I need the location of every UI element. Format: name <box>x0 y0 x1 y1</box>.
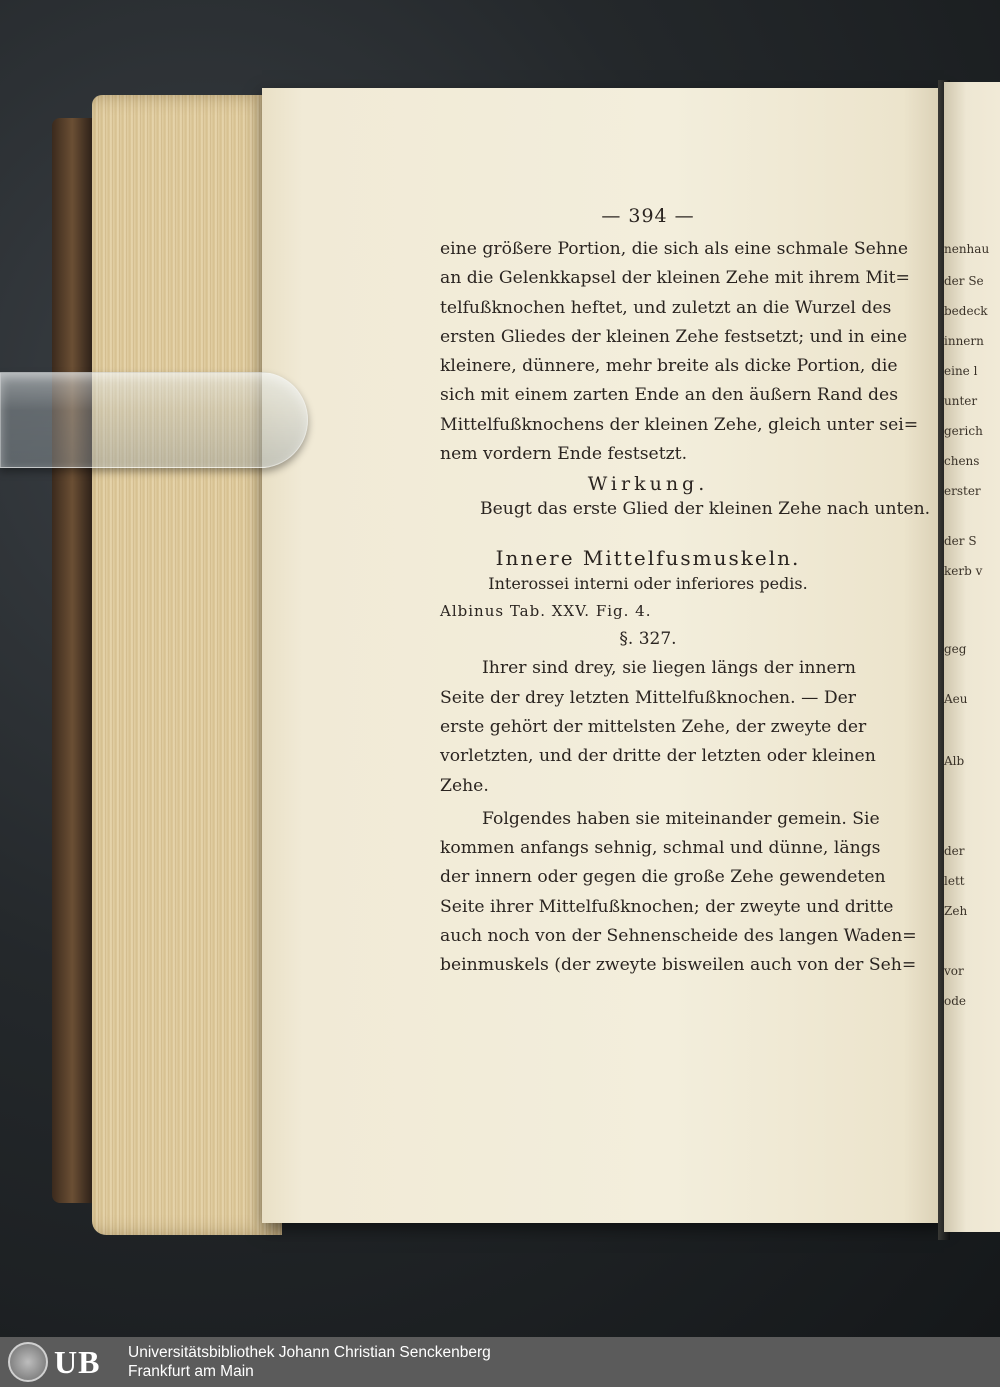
fragment-line: innern <box>944 334 984 348</box>
text-line: Folgendes haben sie miteinander gemein. Sie <box>482 808 880 829</box>
fragment-line: geg <box>944 642 967 656</box>
text-line: auch noch von der Sehnenscheide des langen Waden= <box>440 926 917 947</box>
footer-text <box>128 1343 491 1381</box>
footer-bar <box>0 1337 1000 1387</box>
facing-page-fragment <box>944 82 1000 1232</box>
fragment-line: bedeck <box>944 304 988 318</box>
wirkung-heading: Wirkung. <box>587 473 709 496</box>
text-line: vorletzten, und der dritte der letzten oder kleinen <box>440 746 876 767</box>
reference-citation: Albinus Tab. XXV. Fig. 4. <box>440 602 652 621</box>
fragment-line: lett <box>944 874 965 888</box>
fragment-line: unter <box>944 394 978 408</box>
library-logo <box>8 1341 120 1383</box>
footer-line-1: Universitätsbibliothek Johann Christian Senckenberg <box>128 1344 491 1361</box>
text-line: nem vordern Ende festsetzt. <box>440 444 688 465</box>
fragment-line: chens <box>944 454 980 468</box>
page-text-block <box>440 205 931 981</box>
text-line: Seite ihrer Mittelfußknochen; der zweyte und dritte <box>440 896 894 917</box>
text-line: kommen anfangs sehnig, schmal und dünne, längs <box>440 838 881 859</box>
section-heading: Innere Mittelfusmuskeln. <box>495 546 801 571</box>
fragment-line: gerich <box>944 424 983 438</box>
section-number: §. 327. <box>619 629 677 650</box>
text-line: der innern oder gegen die große Zehe gewendeten <box>440 867 886 888</box>
paragraph-common <box>440 805 917 981</box>
fragment-line: der S <box>944 534 977 548</box>
fragment-line: Aeu <box>944 692 968 706</box>
fragment-line: nenhau <box>944 242 990 256</box>
paragraph-portion <box>440 235 919 469</box>
text-line: Mittelfußknochens der kleinen Zehe, gleich unter sei= <box>440 414 919 435</box>
glass-page-weight <box>0 372 308 468</box>
text-line: beinmuskels (der zweyte bisweilen auch von der Seh= <box>440 955 917 976</box>
wirkung-text: Beugt das erste Glied der kleinen Zehe nach unten. <box>480 499 931 520</box>
page-stack <box>92 95 282 1235</box>
paragraph-count <box>440 654 876 800</box>
fragment-line: kerb v <box>944 564 983 578</box>
fragment-line: Alb <box>944 754 965 768</box>
logo-text: UB <box>54 1343 101 1380</box>
fragment-line: der Se <box>944 274 984 288</box>
text-line: sich mit einem zarten Ende an den äußern Rand des <box>440 385 899 406</box>
fragment-line: erster <box>944 484 981 498</box>
text-line: ersten Gliedes der kleinen Zehe festsetzt; und in eine <box>440 326 908 347</box>
fragment-line: ode <box>944 994 967 1008</box>
latin-name: Interossei interni oder inferiores pedis. <box>488 574 808 594</box>
text-line: Ihrer sind drey, sie liegen längs der innern <box>482 658 856 679</box>
text-line: erste gehört der mittelsten Zehe, der zweyte der <box>440 716 867 737</box>
text-line: kleinere, dünnere, mehr breite als dicke Portion, die <box>440 356 898 377</box>
footer-line-2: Frankfurt am Main <box>128 1363 254 1380</box>
text-line: eine größere Portion, die sich als eine schmale Sehne <box>440 239 909 259</box>
fragment-line: Zeh <box>944 904 968 918</box>
text-line: Seite der drey letzten Mittelfußknochen. — Der <box>440 687 856 708</box>
fragment-line: der <box>944 844 965 858</box>
text-line: Zehe. <box>440 775 489 796</box>
fragment-line: vor <box>944 964 964 978</box>
fragment-line: eine l <box>944 364 978 378</box>
page-number: — 394 — <box>601 205 695 227</box>
seal-icon <box>8 1342 48 1382</box>
text-line: an die Gelenkkapsel der kleinen Zehe mit ihrem Mit= <box>440 268 910 289</box>
text-line: telfußknochen heftet, und zuletzt an die Wurzel des <box>440 297 892 318</box>
